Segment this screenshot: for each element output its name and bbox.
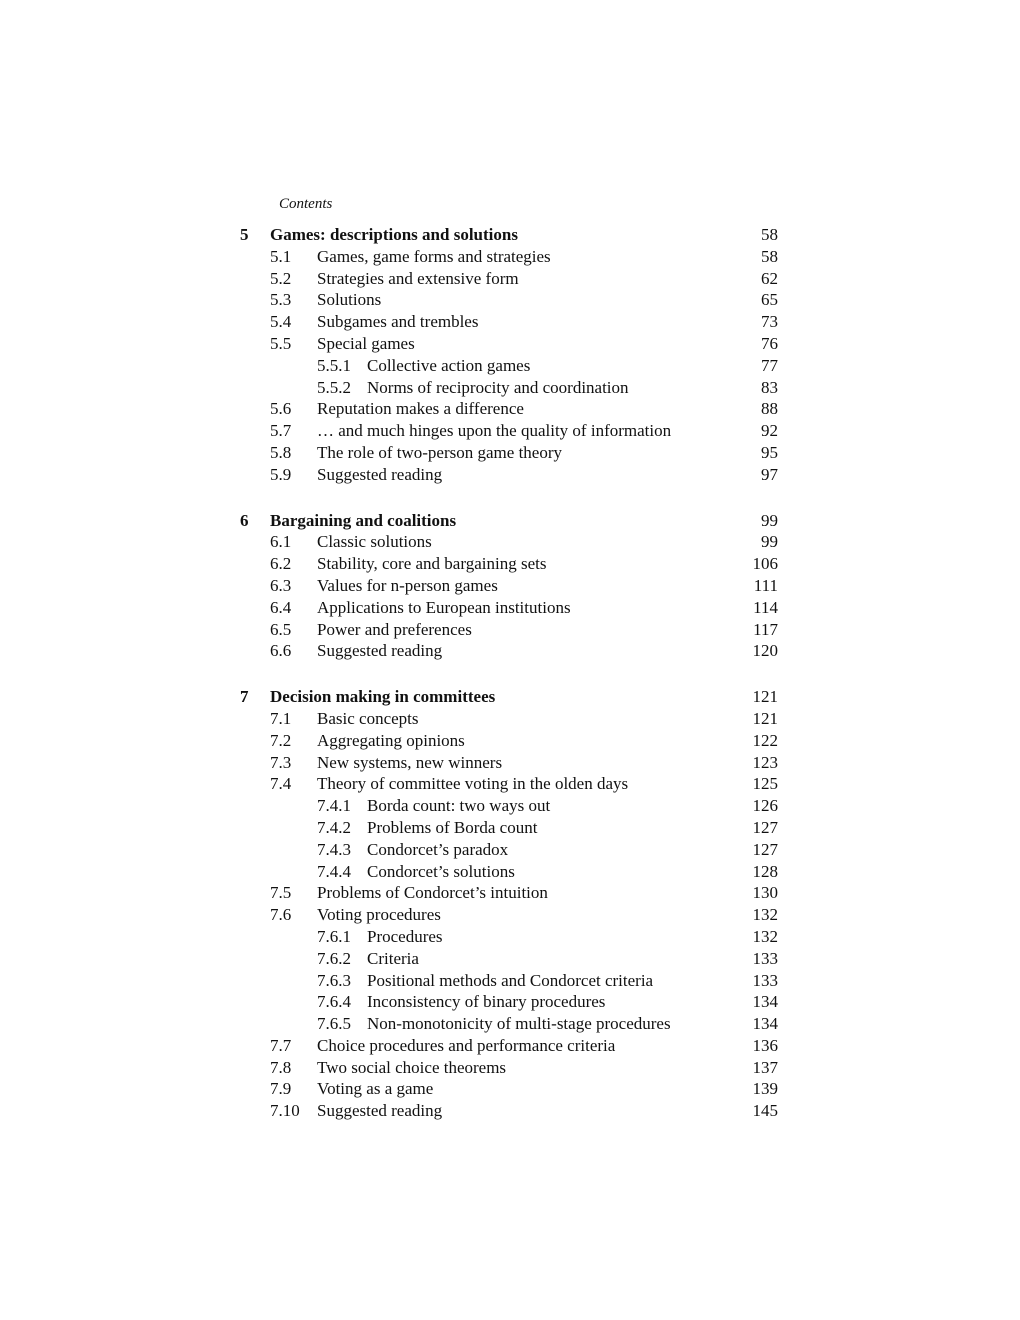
toc-section-entry	[0, 752, 1020, 774]
entry-page: 111	[753, 575, 778, 595]
entry-page: 133	[752, 970, 778, 990]
entry-number: 6.5	[270, 619, 292, 639]
entry-number: 7.6	[270, 905, 292, 925]
entry-number: 7.4.2	[317, 817, 351, 837]
entry-number: 7.1	[270, 708, 292, 728]
entry-number: 7.3	[270, 752, 292, 772]
entry-title: New systems, new winners	[317, 752, 503, 772]
toc-section-entry	[0, 531, 1020, 553]
entry-page: 132	[752, 926, 778, 946]
entry-page: 134	[752, 992, 778, 1012]
entry-title: Problems of Condorcet’s intuition	[317, 883, 548, 903]
chapter-title: Bargaining and coalitions	[270, 510, 457, 530]
entry-page: 134	[752, 1014, 778, 1034]
toc-section-entry	[0, 1078, 1020, 1100]
entry-number: 7.4.1	[317, 796, 351, 816]
entry-title: Aggregating opinions	[317, 730, 465, 750]
entry-number: 7.9	[270, 1079, 292, 1099]
entry-page: 136	[752, 1035, 778, 1055]
toc-section-entry	[0, 289, 1020, 311]
entry-page: 83	[761, 377, 778, 397]
entry-title: Voting as a game	[317, 1079, 434, 1099]
entry-title: Special games	[317, 333, 415, 353]
entry-number: 7.6.3	[317, 970, 351, 990]
entry-page: 130	[752, 883, 778, 903]
entry-page: 95	[761, 442, 778, 462]
entry-title: Positional methods and Condorcet criteria	[367, 970, 654, 990]
entry-title: Strategies and extensive form	[317, 268, 519, 288]
entry-title: Stability, core and bargaining sets	[317, 554, 547, 574]
chapter-page: 58	[761, 225, 778, 244]
entry-page: 65	[761, 290, 778, 310]
table-of-contents	[0, 224, 1020, 1146]
entry-title: Values for n-person games	[317, 575, 498, 595]
entry-number: 6.6	[270, 641, 292, 661]
entry-title: Collective action games	[367, 355, 531, 375]
toc-section-entry	[0, 708, 1020, 730]
toc-section-entry	[0, 420, 1020, 442]
toc-subsection-entry	[0, 795, 1020, 817]
entry-number: 7.7	[270, 1035, 292, 1055]
entry-title: Suggested reading	[317, 1101, 443, 1121]
entry-page: 77	[761, 355, 778, 375]
entry-page: 73	[761, 312, 778, 332]
entry-title: Choice procedures and performance criteria	[317, 1035, 616, 1055]
toc-subsection-entry	[0, 1013, 1020, 1035]
entry-number: 7.4	[270, 774, 292, 794]
entry-title: Subgames and trembles	[317, 312, 479, 332]
entry-number: 7.6.4	[317, 992, 351, 1012]
toc-section-entry	[0, 1035, 1020, 1057]
toc-section-entry	[0, 311, 1020, 333]
entry-number: 5.5.2	[317, 377, 351, 397]
entry-title: Inconsistency of binary procedures	[367, 992, 606, 1012]
entry-page: 127	[752, 839, 778, 859]
entry-page: 123	[752, 752, 778, 772]
entry-title: Condorcet’s solutions	[367, 861, 515, 881]
chapter-number: 6	[240, 510, 249, 530]
toc-subsection-entry	[0, 839, 1020, 861]
entry-number: 5.7	[270, 421, 292, 441]
entry-title: Non-monotonicity of multi-stage procedures	[367, 1014, 671, 1034]
chapter-heading	[0, 686, 1020, 708]
entry-page: 62	[761, 268, 778, 288]
toc-section-entry	[0, 730, 1020, 752]
entry-number: 5.5.1	[317, 355, 351, 375]
entry-number: 7.4.4	[317, 861, 351, 881]
entry-title: Basic concepts	[317, 708, 419, 728]
entry-title: Solutions	[317, 290, 382, 310]
toc-section-entry	[0, 246, 1020, 268]
entry-page: 127	[752, 817, 778, 837]
running-head: Contents	[279, 196, 333, 212]
entry-number: 5.2	[270, 268, 292, 288]
entry-title: Classic solutions	[317, 532, 432, 552]
entry-page: 125	[752, 774, 778, 794]
toc-subsection-entry	[0, 355, 1020, 377]
entry-page: 76	[761, 333, 778, 353]
entry-page: 120	[752, 641, 778, 661]
entry-title: Suggested reading	[317, 641, 443, 661]
entry-title: Theory of committee voting in the olden days	[317, 774, 629, 794]
toc-section-entry	[0, 333, 1020, 355]
toc-section-entry	[0, 442, 1020, 464]
entry-page: 99	[761, 532, 778, 552]
chapter-page: 99	[761, 510, 778, 530]
toc-section-entry	[0, 1057, 1020, 1079]
entry-number: 5.1	[270, 246, 292, 266]
entry-number: 7.2	[270, 730, 292, 750]
toc-subsection-entry	[0, 926, 1020, 948]
chapter-title: Decision making in committees	[270, 687, 496, 707]
chapter-heading	[0, 510, 1020, 532]
entry-page: 106	[752, 554, 778, 574]
entry-title: Reputation makes a difference	[317, 399, 524, 419]
entry-number: 6.3	[270, 575, 292, 595]
toc-section-entry	[0, 882, 1020, 904]
entry-number: 5.8	[270, 442, 292, 462]
entry-title: Two social choice theorems	[317, 1057, 507, 1077]
chapter-number: 7	[240, 687, 249, 707]
toc-section-entry	[0, 773, 1020, 795]
entry-page: 58	[761, 246, 778, 266]
entry-number: 6.1	[270, 532, 292, 552]
entry-title: Condorcet’s paradox	[367, 839, 509, 859]
entry-title: The role of two-person game theory	[317, 442, 562, 462]
entry-title: Applications to European institutions	[317, 597, 571, 617]
entry-number: 7.10	[270, 1101, 300, 1121]
entry-title: Procedures	[367, 926, 443, 946]
entry-page: 137	[752, 1057, 778, 1077]
chapter-title: Games: descriptions and solutions	[270, 225, 518, 244]
entry-number: 6.4	[270, 597, 292, 617]
chapter-7	[0, 686, 1020, 1122]
toc-section-entry	[0, 640, 1020, 662]
entry-page: 114	[753, 597, 778, 617]
toc-section-entry	[0, 575, 1020, 597]
chapter-5	[0, 224, 1020, 486]
entry-title: Voting procedures	[317, 905, 441, 925]
entry-title: Norms of reciprocity and coordination	[367, 377, 629, 397]
entry-number: 6.2	[270, 554, 292, 574]
entry-number: 7.6.1	[317, 926, 351, 946]
toc-subsection-entry	[0, 948, 1020, 970]
entry-title: Suggested reading	[317, 464, 443, 484]
toc-subsection-entry	[0, 991, 1020, 1013]
entry-number: 5.6	[270, 399, 292, 419]
toc-section-entry	[0, 464, 1020, 486]
entry-title: … and much hinges upon the quality of information	[317, 421, 672, 441]
toc-section-entry	[0, 619, 1020, 641]
toc-subsection-entry	[0, 861, 1020, 883]
entry-title: Criteria	[367, 948, 419, 968]
chapter-page: 121	[752, 687, 778, 707]
toc-section-entry	[0, 1100, 1020, 1122]
chapter-heading	[0, 224, 1020, 246]
entry-number: 5.9	[270, 464, 292, 484]
entry-page: 92	[761, 421, 778, 441]
entry-title: Borda count: two ways out	[367, 796, 551, 816]
entry-number: 5.5	[270, 333, 292, 353]
entry-page: 97	[761, 464, 778, 484]
entry-number: 7.5	[270, 883, 292, 903]
entry-page: 133	[752, 948, 778, 968]
toc-section-entry	[0, 398, 1020, 420]
entry-page: 132	[752, 905, 778, 925]
entry-title: Problems of Borda count	[367, 817, 538, 837]
chapter-number: 5	[240, 225, 249, 244]
entry-page: 117	[753, 619, 778, 639]
entry-number: 5.4	[270, 312, 292, 332]
entry-page: 122	[752, 730, 778, 750]
toc-section-entry	[0, 904, 1020, 926]
entry-number: 7.6.5	[317, 1014, 351, 1034]
toc-subsection-entry	[0, 377, 1020, 399]
entry-page: 139	[752, 1079, 778, 1099]
chapter-6	[0, 510, 1020, 663]
entry-page: 121	[752, 708, 778, 728]
toc-section-entry	[0, 268, 1020, 290]
entry-page: 145	[752, 1101, 778, 1121]
entry-page: 88	[761, 399, 778, 419]
entry-number: 7.4.3	[317, 839, 351, 859]
toc-section-entry	[0, 597, 1020, 619]
entry-page: 126	[752, 796, 778, 816]
entry-page: 128	[752, 861, 778, 881]
entry-number: 7.8	[270, 1057, 292, 1077]
toc-subsection-entry	[0, 970, 1020, 992]
entry-number: 5.3	[270, 290, 292, 310]
entry-title: Power and preferences	[317, 619, 472, 639]
toc-section-entry	[0, 553, 1020, 575]
toc-subsection-entry	[0, 817, 1020, 839]
entry-title: Games, game forms and strategies	[317, 246, 551, 266]
entry-number: 7.6.2	[317, 948, 351, 968]
